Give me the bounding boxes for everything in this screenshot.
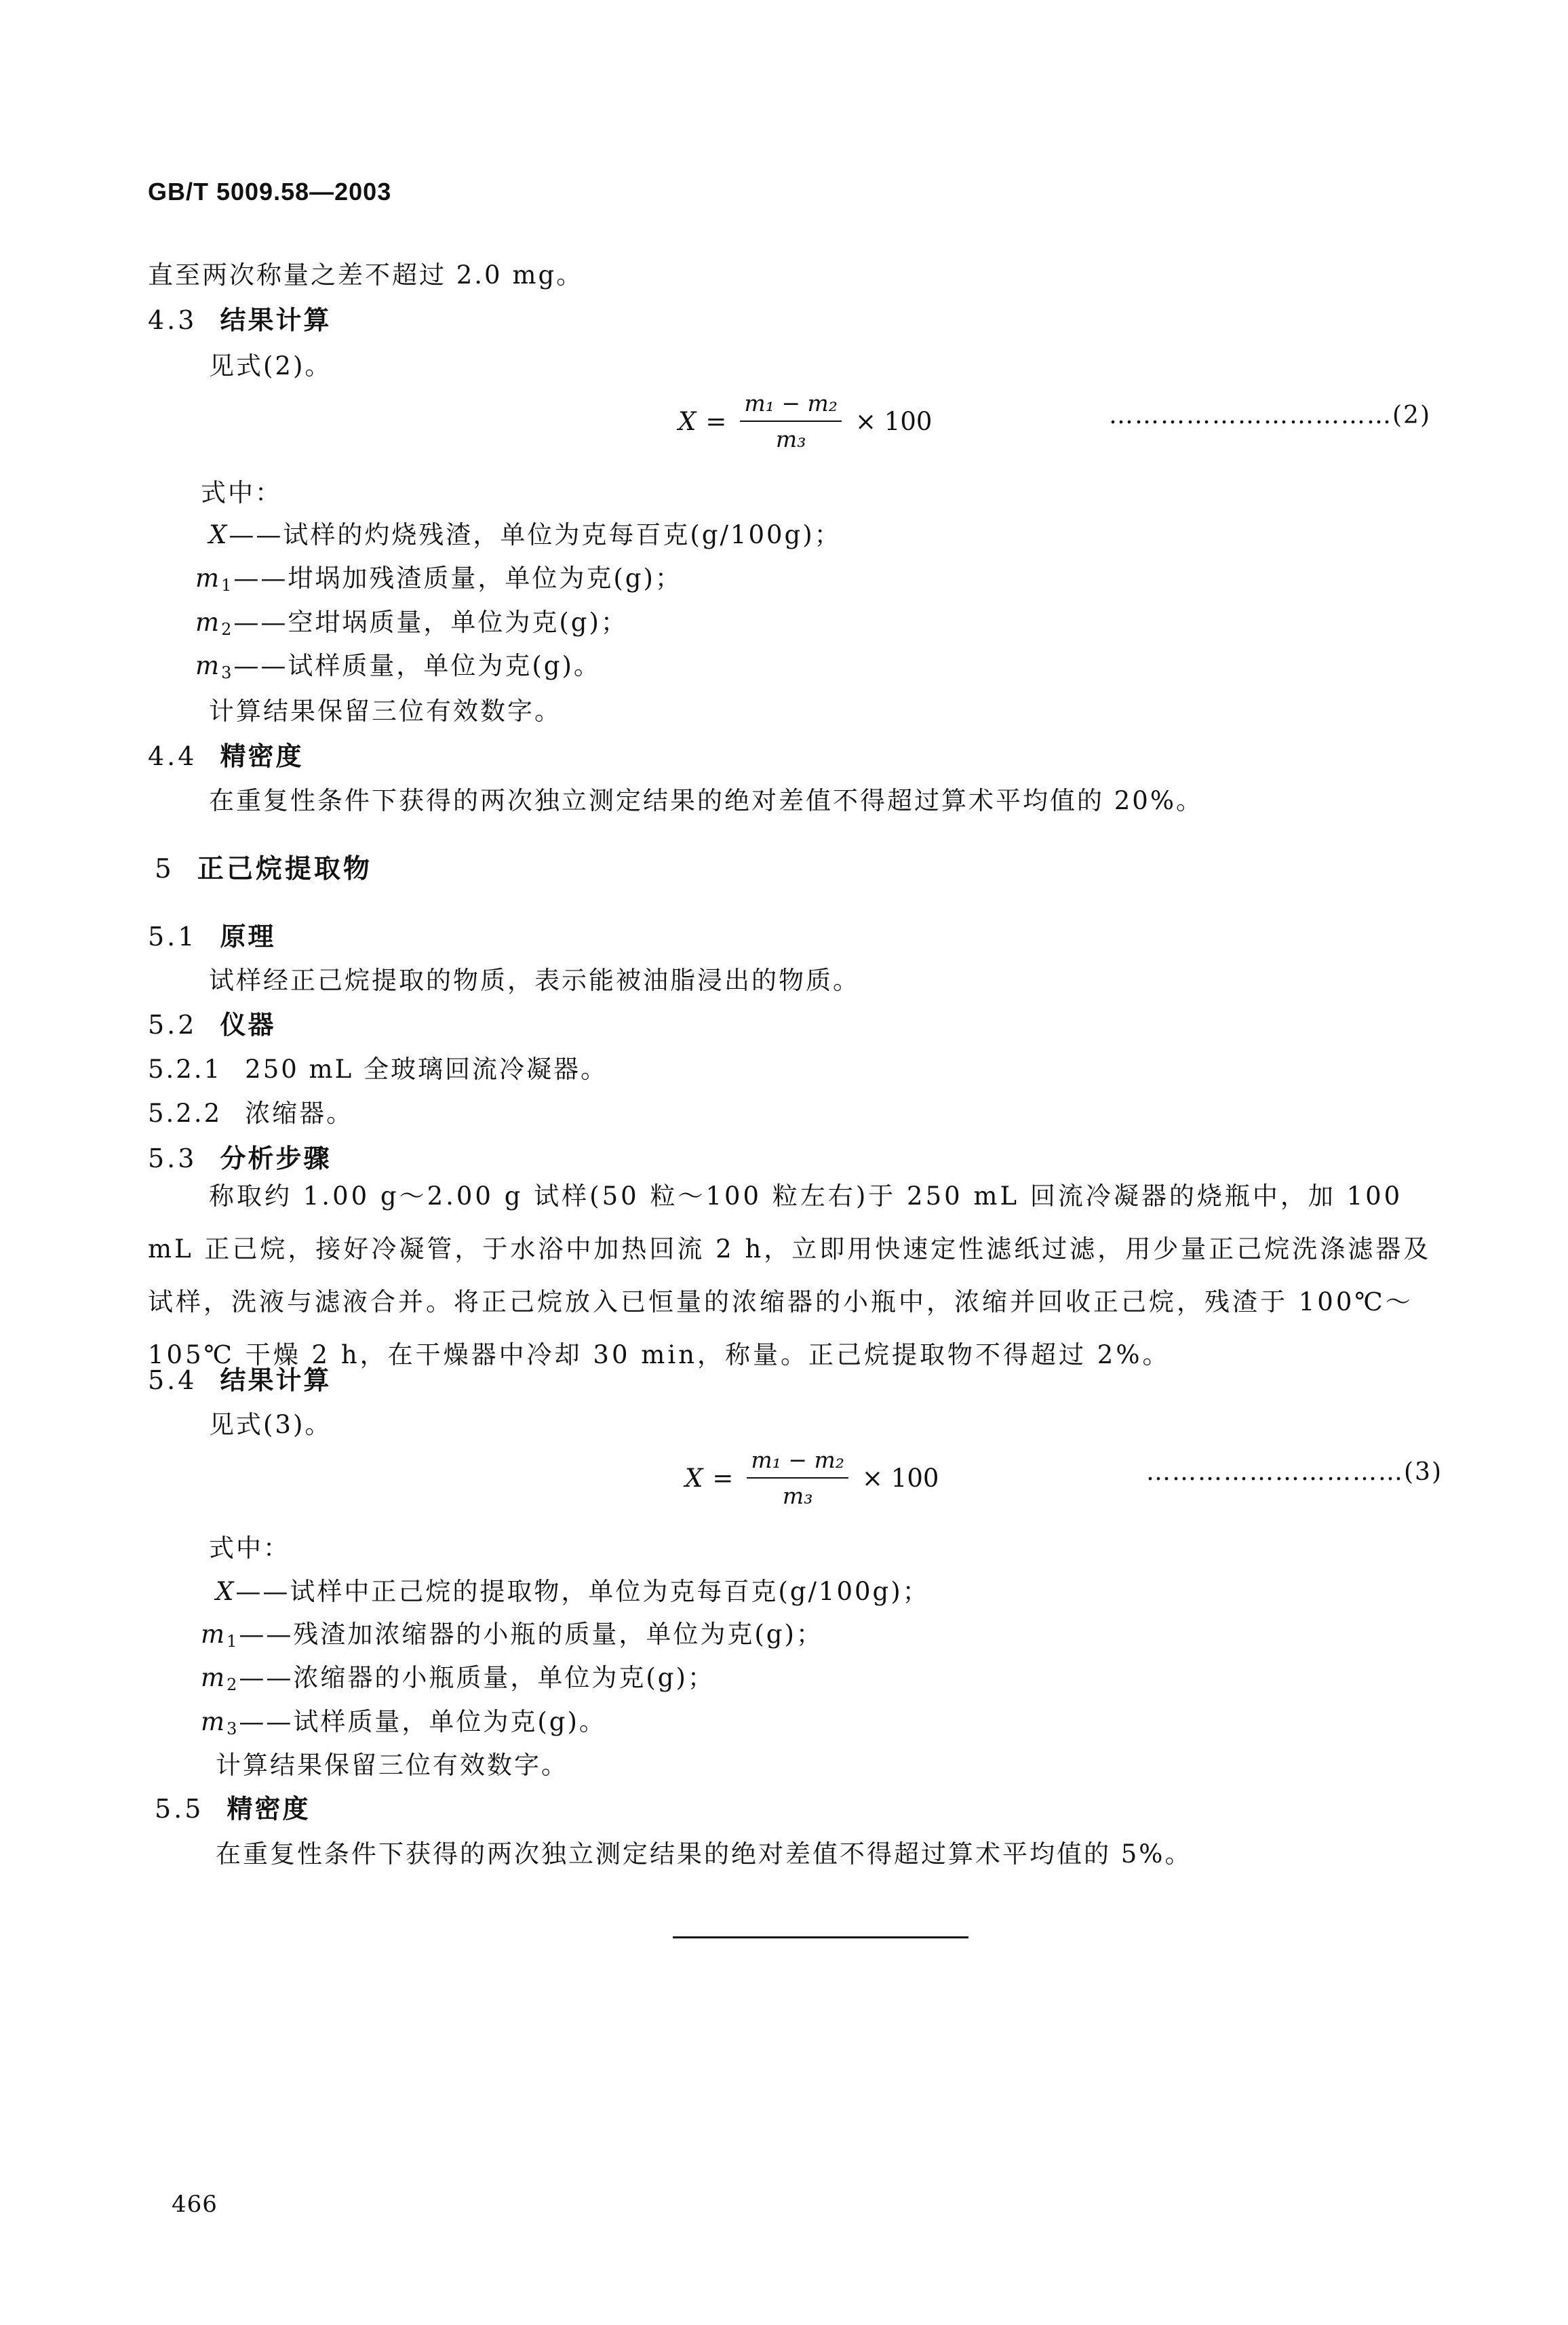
section-5-5-heading (155, 1788, 310, 1825)
section-5-4-heading (148, 1359, 331, 1396)
instrument-item (148, 1093, 353, 1129)
formula-numerator: m₁ − m₂ (740, 390, 842, 422)
calculation-note: 计算结果保留三位有效数字。 (209, 697, 562, 726)
definition-item (195, 645, 601, 682)
section-title: 分析步骤 (220, 1144, 332, 1173)
formula-2-number: ……………………………(2) (1109, 402, 1431, 429)
section-4-4-heading (148, 735, 303, 773)
definition-text: ——坩埚加残渣质量，单位为克(g)； (233, 564, 682, 593)
item-number: 5.2.2 (148, 1099, 222, 1128)
section-number: 4.4 (148, 741, 197, 771)
section-5-2-heading (148, 1004, 275, 1041)
item-text: 250 mL 全玻璃回流冷凝器。 (245, 1055, 608, 1084)
definition-subscript: 2 (227, 1675, 239, 1694)
formula-multiplier: × 100 (862, 1463, 939, 1493)
definition-symbol: m (195, 564, 222, 593)
section-number: 5.2 (148, 1010, 197, 1040)
item-number: 5.2.1 (148, 1055, 222, 1084)
definition-text: ——试样的灼烧残渣，单位为克每百克(g/100g)； (229, 520, 842, 549)
section-number: 4.3 (148, 305, 197, 335)
precision-text: 在重复性条件下获得的两次独立测定结果的绝对差值不得超过算术平均值的 5%。 (216, 1839, 1192, 1869)
formula-2 (678, 390, 932, 452)
section-5-3-heading (148, 1137, 331, 1175)
definition-symbol: m (195, 608, 222, 637)
definition-item (209, 514, 842, 551)
instrument-item (148, 1049, 608, 1085)
where-label: 式中： (201, 478, 282, 507)
definition-symbol: m (201, 1620, 227, 1649)
definition-subscript: 3 (221, 663, 234, 682)
section-title: 仪器 (220, 1010, 276, 1040)
section-4-3-heading (148, 299, 331, 336)
section-title: 结果计算 (220, 1365, 332, 1395)
formula-reference: 见式(2)。 (209, 351, 332, 380)
formula-numerator: m₁ − m₂ (747, 1447, 848, 1479)
section-title: 正己烷提取物 (197, 854, 372, 884)
section-5-heading (155, 848, 372, 886)
section-number: 5.5 (155, 1794, 204, 1824)
section-5-1-heading (148, 916, 275, 953)
definition-text: ——浓缩器的小瓶质量，单位为克(g)； (239, 1663, 715, 1692)
formula-denominator: m₃ (782, 1483, 813, 1509)
page-number: 466 (172, 2191, 218, 2218)
definition-symbol: m (201, 1707, 227, 1736)
section-title: 结果计算 (220, 305, 332, 335)
definition-symbol: m (201, 1663, 227, 1692)
definition-subscript: 1 (227, 1632, 239, 1651)
precision-text: 在重复性条件下获得的两次独立测定结果的绝对差值不得超过算术平均值的 20%。 (209, 786, 1203, 815)
formula-lhs: X (685, 1463, 703, 1493)
definition-symbol: m (195, 651, 222, 680)
definition-symbol: X (216, 1577, 236, 1606)
definition-subscript: 2 (221, 620, 234, 639)
end-rule (673, 1936, 968, 1938)
formula-equals: = (705, 406, 727, 436)
definition-item (195, 558, 682, 595)
continuation-text: 直至两次称量之差不超过 2.0 mg。 (148, 260, 584, 290)
where-label: 式中： (209, 1533, 290, 1563)
definition-text: ——残渣加浓缩器的小瓶的质量，单位为克(g)； (239, 1620, 823, 1649)
definition-text: ——空坩埚质量，单位为克(g)； (233, 608, 628, 637)
definition-item (195, 602, 628, 639)
formula-3-number: …………………………(3) (1146, 1458, 1443, 1486)
section-number: 5.3 (148, 1144, 197, 1173)
definition-item (216, 1571, 930, 1607)
item-text: 浓缩器。 (245, 1099, 354, 1128)
principle-text: 试样经正己烷提取的物质，表示能被油脂浸出的物质。 (209, 966, 860, 995)
definition-item (201, 1657, 715, 1694)
definition-subscript: 3 (227, 1719, 239, 1738)
formula-lhs: X (678, 406, 697, 436)
definition-symbol: X (209, 520, 229, 549)
section-number: 5.1 (148, 922, 197, 952)
section-title: 精密度 (220, 741, 304, 771)
definition-text: ——试样质量，单位为克(g)。 (233, 651, 601, 680)
procedure-paragraph: 称取约 1.00 g～2.00 g 试样(50 粒～100 粒左右)于 250 mL 回流冷凝器的烧瓶中，加 100 mL 正己烷，接好冷凝管，于水浴中加热回流 2 h，立即用快速定性滤纸过滤，用少量正己烷洗涤滤器及试样，洗液与滤液合并。将正己烷放入已恒量的浓缩器的小瓶中，浓缩并回收正己烷，残渣于 100℃～105℃ 干燥 2 h，在干燥器中冷却 30 min，称量。正己烷提取物不得超过 2%。 (148, 1181, 1432, 1369)
definition-item (201, 1614, 823, 1651)
section-title: 原理 (220, 922, 276, 952)
standard-code: GB/T 5009.58—2003 (148, 178, 392, 206)
formula-fraction (740, 390, 842, 452)
formula-reference: 见式(3)。 (209, 1410, 332, 1439)
definition-text: ——试样质量，单位为克(g)。 (239, 1707, 606, 1736)
formula-3 (685, 1447, 939, 1509)
formula-equals: = (712, 1463, 734, 1493)
definition-item (201, 1701, 606, 1738)
calculation-note: 计算结果保留三位有效数字。 (216, 1751, 568, 1780)
definition-text: ——试样中正己烷的提取物，单位为克每百克(g/100g)； (235, 1577, 930, 1606)
definition-subscript: 1 (221, 576, 234, 595)
section-number: 5 (155, 854, 174, 884)
formula-fraction (747, 1447, 848, 1509)
formula-denominator: m₃ (775, 426, 806, 452)
section-title: 精密度 (227, 1794, 311, 1824)
section-number: 5.4 (148, 1365, 197, 1395)
formula-multiplier: × 100 (855, 406, 933, 436)
